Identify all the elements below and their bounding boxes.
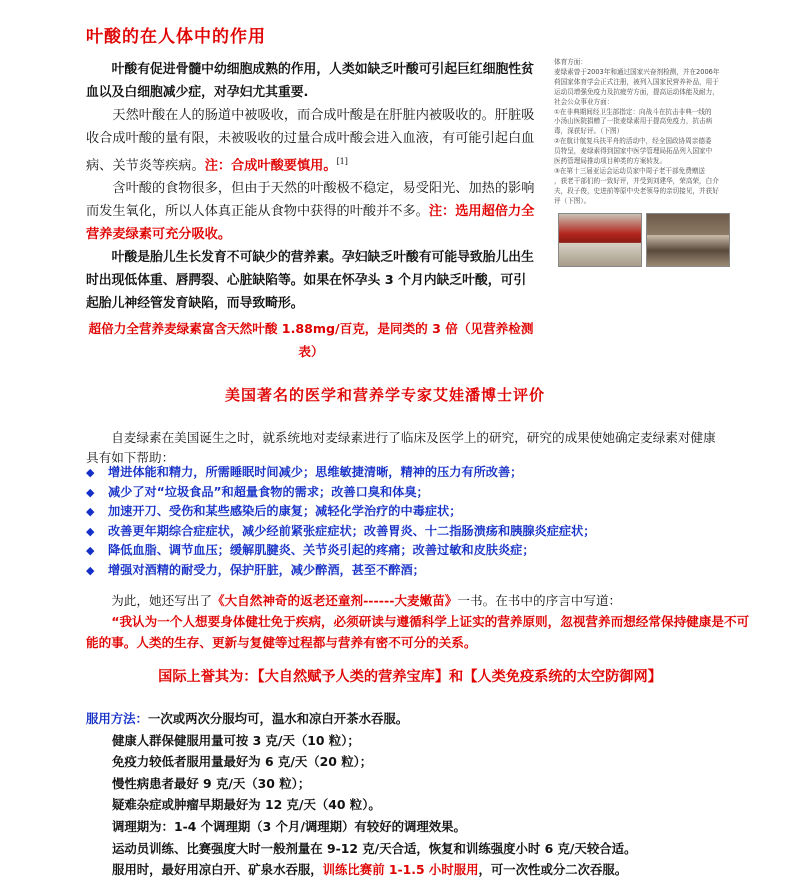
diamond-bullet-icon: ◆: [86, 466, 95, 479]
list-item: [86, 463, 746, 483]
usage-last-line: [86, 859, 726, 881]
diamond-bullet-icon: ◆: [86, 505, 95, 519]
sidebar-line: 评（下图）。: [554, 196, 591, 205]
section-title-folic-acid: 叶酸的在人体中的作用: [86, 27, 266, 47]
sidebar-photos: [558, 213, 730, 265]
benefit-text: 增进体能和精力，所需睡眠时间减少；思维敏捷清晰，精神的压力有所改善；: [108, 465, 523, 479]
section-title-expert-review: 美国著名的医学和营养学专家艾娃潘博士评价: [224, 386, 545, 404]
list-item: [86, 522, 746, 542]
diamond-bullet-icon: ◆: [86, 485, 95, 499]
footnote-ref: [1]: [336, 157, 348, 166]
sidebar-line: ②在航计航复兵扶平舟的活动中，经全国政协周亲德委: [554, 137, 712, 146]
sidebar-line: 毒，深获好评。（下图）: [554, 127, 624, 136]
note-absorption: 注：选用超倍力全营养麦绿素可充分吸收。: [86, 204, 535, 243]
folic-acid-section: [86, 58, 536, 363]
diamond-bullet-icon: ◆: [86, 524, 95, 538]
usage-line: 健康人群保健服用量可按 3 克/天（10 粒）；: [112, 732, 360, 748]
book-mention: [86, 590, 754, 611]
sidebar-line: 荷国家体育学会正式注册，被列入国家民营养补品，用于: [554, 77, 719, 86]
sidebar-notes: [554, 58, 726, 207]
usage-line: 慢性病患者最好 9 克/天（30 粒）；: [112, 775, 311, 791]
sidebar-line: 夫，段子俊，史进前等原中央老领导的亲切接见，并获好: [554, 186, 719, 195]
folic-acid-paragraph-2: [86, 104, 536, 177]
book-title: 《大自然神奇的返老还童剂------大麦嫩苗》: [211, 593, 458, 608]
sidebar-line: 社会公众事业方面：: [554, 97, 614, 106]
usage-timing-highlight: 训练比赛前 1-1.5 小时服用: [322, 862, 479, 878]
sidebar-line: 运动员增强免疫力及抗疲劳方面，提高运动体能及耐力，: [554, 87, 719, 96]
sidebar-line: ①在非典期间经卫生部指定：向战斗在抗击非典一线的: [554, 107, 712, 116]
list-item: [86, 561, 746, 581]
diamond-bullet-icon: ◆: [86, 563, 95, 577]
usage-line: 疑难杂症或肿瘤早期最好为 12 克/天（40 粒）。: [112, 797, 381, 813]
folic-acid-highlight: 超倍力全营养麦绿素富含天然叶酸 1.88mg/百克，是同类的 3 倍（见营养检测表）: [88, 321, 534, 360]
sidebar-line: 医药管理局推动项目种类的方案转发。: [554, 157, 667, 166]
paragraph-text: 含叶酸的食物很多，但由于天然的叶酸极不稳定，易受阳光、加热的影响而发生氧化，所以人体真正能从食物中获得的叶酸并不多。: [86, 181, 535, 220]
diamond-bullet-icon: ◆: [86, 544, 95, 558]
folic-acid-paragraph-4: 叶酸是胎儿生长发育不可缺少的营养素。孕妇缺乏叶酸有可能导致胎儿出生时出现低体重、唇腭裂、心脏缺陷等。如果在怀孕头 3 个月内缺乏叶酸，可引起胎儿神经管发育缺陷，而导致畸形。: [86, 250, 534, 312]
benefit-text: 改善更年期综合症症状，减少经前紧张症症状；改善胃炎、十二指肠溃疡和胰腺炎症症状；: [108, 523, 596, 538]
sidebar-line: 体育方面：: [554, 58, 587, 66]
event-photo-right: [646, 213, 730, 267]
sidebar-line: 小汤山医院捐赠了一批麦绿素用于提高免疫力，抗击病: [554, 117, 713, 126]
usage-line: 运动员训练、比赛强度大时一般剂量在 9-12 克/天合适，恢复和训练强度小时 6 克/天较合适。: [112, 840, 637, 856]
benefit-text: 增强对酒精的耐受力，保护肝脏，减少醉酒，甚至不醉酒；: [108, 562, 425, 577]
usage-first: 一次或两次分服均可，温水和凉白开茶水吞服。: [147, 711, 409, 726]
sidebar-line: 员特呈，麦绿素得到国家中医学管理局拓品列入国家中: [554, 147, 713, 156]
usage-last-prefix: 服用时，最好用凉白开、矿泉水吞服，: [112, 862, 323, 878]
book-prefix: 为此，她还写出了: [111, 593, 212, 608]
sidebar-line: 麦绿素曾于2003年和通过国家兴奋剂检测，并在2006年: [554, 67, 720, 76]
book-quote-section: [86, 590, 754, 653]
usage-first-line: [86, 708, 726, 730]
sidebar-line: ，获老干部们的一致好评，并受到刘建华，荣高荣，白介: [554, 176, 719, 185]
expert-intro: [86, 428, 716, 468]
usage-line: 免疫力较低者服用量最好为 6 克/天（20 粒）；: [112, 754, 373, 770]
usage-last-suffix: ，可一次性或分二次吞服。: [478, 862, 628, 878]
benefit-text: 加速开刀、受伤和某些感染后的康复；减轻化学治疗的中毒症状；: [108, 504, 462, 519]
benefit-text: 减少了对“垃圾食品”和超量食物的需求；改善口臭和体臭；: [108, 484, 429, 499]
section-title-international: 国际上誉其为：【大自然赋予人类的营养宝库】和【人类免疫系统的太空防御网】: [158, 669, 662, 685]
benefit-text: 降低血脂、调节血压；缓解肌腱炎、关节炎引起的疼痛；改善过敏和皮肤炎症；: [108, 543, 535, 558]
expert-intro-text: 自麦绿素在美国诞生之时，就系统地对麦绿素进行了临床及医学上的研究，研究的成果使她确定麦绿素对健康具有如下帮助：: [86, 430, 716, 465]
usage-section: [86, 708, 726, 881]
usage-line: 调理期为：1-4 个调理期（3 个月/调理期）有较好的调理效果。: [112, 818, 466, 834]
event-photo-left: [558, 213, 642, 267]
paragraph-text: 天然叶酸在人的肠道中被吸收，而合成叶酸是在肝脏内被吸收的。肝脏吸收合成叶酸的量有限，未被吸收的过量合成叶酸会进入血液，有可能引起白血病、关节炎等疾病。: [86, 108, 535, 174]
folic-acid-paragraph-1: 叶酸有促进骨髓中幼细胞成熟的作用，人类如缺乏叶酸可引起巨红细胞性贫血以及白细胞减少症，对孕妇尤其重要.: [86, 62, 534, 100]
list-item: [86, 483, 746, 503]
folic-acid-paragraph-3: [86, 177, 536, 246]
note-synthetic-caution: 注：合成叶酸要慎用。: [204, 158, 337, 174]
book-suffix: 一书。在书中的序言中写道：: [457, 593, 622, 608]
benefits-list: [86, 463, 746, 581]
expert-quote: “我认为一个人想要身体健壮免于疾病，必须研读与遵循科学上证实的营养原则，忽视营养而想经常保持健康是不可能的事。人类的生存、更新与复健等过程都与营养有密不可分的关系。: [86, 614, 750, 650]
list-item: [86, 502, 746, 522]
list-item: [86, 541, 746, 561]
sidebar-line: ③在第十三届亚运会运动员家中周子老干部免费赠送: [554, 166, 705, 175]
usage-label: 服用方法：: [86, 711, 148, 726]
